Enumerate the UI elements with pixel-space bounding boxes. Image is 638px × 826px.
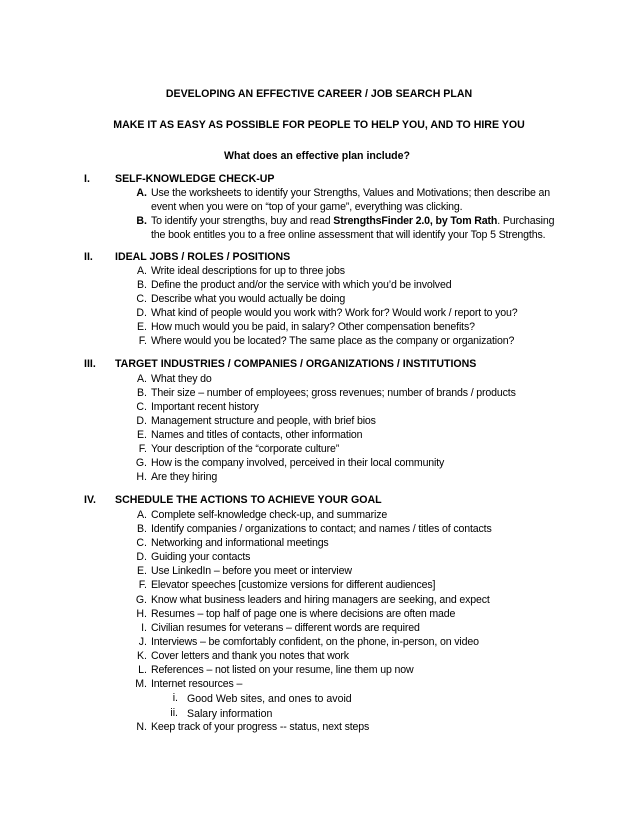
book-title: StrengthsFinder 2.0, by Tom Rath [333,215,498,227]
item-text: Know what business leaders and hiring managers are seeking, and expect [151,594,490,606]
item-label: B. [136,279,147,291]
section-title: SELF-KNOWLEDGE CHECK-UP [115,173,275,185]
subitem-text: Good Web sites, and ones to avoid [187,693,352,705]
section-title: IDEAL JOBS / ROLES / POSITIONS [115,251,291,263]
item-text: Important recent history [151,401,259,413]
item-label: A. [136,373,147,385]
item-text: Describe what you would actually be doing [151,293,346,305]
item-label: G. [135,594,147,606]
item-label: E. [136,429,147,441]
item-text: Their size – number of employees; gross revenues; number of brands / products [151,387,516,399]
section-number: II. [84,251,93,263]
item-label: D. [136,307,147,319]
item-label: A. [136,187,147,199]
item-label: C. [136,293,147,305]
item-text: Cover letters and thank you notes that work [151,650,349,662]
item-label: F. [138,335,147,347]
item-text: Are they hiring [151,471,218,483]
item-text: Management structure and people, with brief bios [151,415,376,427]
subitem-label: ii. [170,707,178,719]
document-subtitle: MAKE IT AS EASY AS POSSIBLE FOR PEOPLE TO HELP YOU, AND TO HIRE YOU [113,119,525,131]
item-label: D. [136,551,147,563]
item-text: Elevator speeches [customize versions for different audiences] [151,579,436,591]
item-label: L. [138,664,147,676]
item-label: E. [136,321,147,333]
item-text: What they do [151,373,212,385]
item-text: Networking and informational meetings [151,537,329,549]
item-text: Names and titles of contacts, other information [151,429,363,441]
item-label: B. [136,215,147,227]
item-text [151,215,554,227]
item-label: H. [136,471,147,483]
item-text: References – not listed on your resume, line them up now [151,664,414,676]
item-text: How is the company involved, perceived in their local community [151,457,445,469]
item-text: Resumes – top half of page one is where decisions are often made [151,608,456,620]
item-text: Your description of the “corporate culture” [151,443,340,455]
section-number: III. [84,358,96,370]
section-title: SCHEDULE THE ACTIONS TO ACHIEVE YOUR GOAL [115,494,382,506]
item-label: F. [138,443,147,455]
item-label: D. [136,415,147,427]
item-text: What kind of people would you work with? Work for? Would work / report to you? [151,307,518,319]
document-question: What does an effective plan include? [223,150,410,162]
item-text: Civilian resumes for veterans – different words are required [151,622,420,634]
item-label: B. [136,387,147,399]
item-label: C. [136,401,147,413]
item-text: Identify companies / organizations to contact; and names / titles of contacts [151,523,492,535]
item-text: Keep track of your progress -- status, next steps [151,721,370,733]
item-label: C. [136,537,147,549]
document-title: DEVELOPING AN EFFECTIVE CAREER / JOB SEARCH PLAN [165,88,473,100]
item-text-plain: . Purchasing [497,215,555,227]
item-label: I. [141,622,147,634]
section-number: IV. [84,494,96,506]
item-label: K. [136,650,147,662]
item-text: Define the product and/or the service with which you’d be involved [151,279,452,291]
subitem-label: i. [172,692,178,704]
item-label: A. [136,509,147,521]
item-label: H. [136,608,147,620]
item-text: Where would you be located? The same place as the company or organization? [151,335,515,347]
item-text: Use LinkedIn – before you meet or interview [151,565,352,577]
item-label: M. [135,678,147,690]
section-title: TARGET INDUSTRIES / COMPANIES / ORGANIZATIONS / INSTITUTIONS [115,358,477,370]
item-label: F. [138,579,147,591]
item-text: Interviews – be comfortably confident, on the phone, in-person, on video [151,636,479,648]
subitem-text: Salary information [187,708,273,720]
item-label: B. [136,523,147,535]
item-label: A. [136,265,147,277]
item-label: E. [136,565,147,577]
item-label: N. [136,721,147,733]
item-text: How much would you be paid, in salary? Other compensation benefits? [151,321,475,333]
item-label: J. [138,636,147,648]
item-text: Write ideal descriptions for up to three jobs [151,265,345,277]
section-number: I. [84,173,90,185]
item-text: Use the worksheets to identify your Strengths, Values and Motivations; then describe an [151,187,550,199]
item-text-plain: To identify your strengths, buy and read [151,215,334,227]
item-text: Internet resources – [151,678,243,690]
item-label: G. [135,457,147,469]
item-text: Guiding your contacts [151,551,251,563]
item-text: Complete self-knowledge check-up, and summarize [151,509,388,521]
item-text-continued: the book entitles you to a free online assessment that will identify your Top 5 Strengths. [151,229,546,241]
item-text-continued: event when you were on “top of your game”, everything was clicking. [151,201,463,213]
